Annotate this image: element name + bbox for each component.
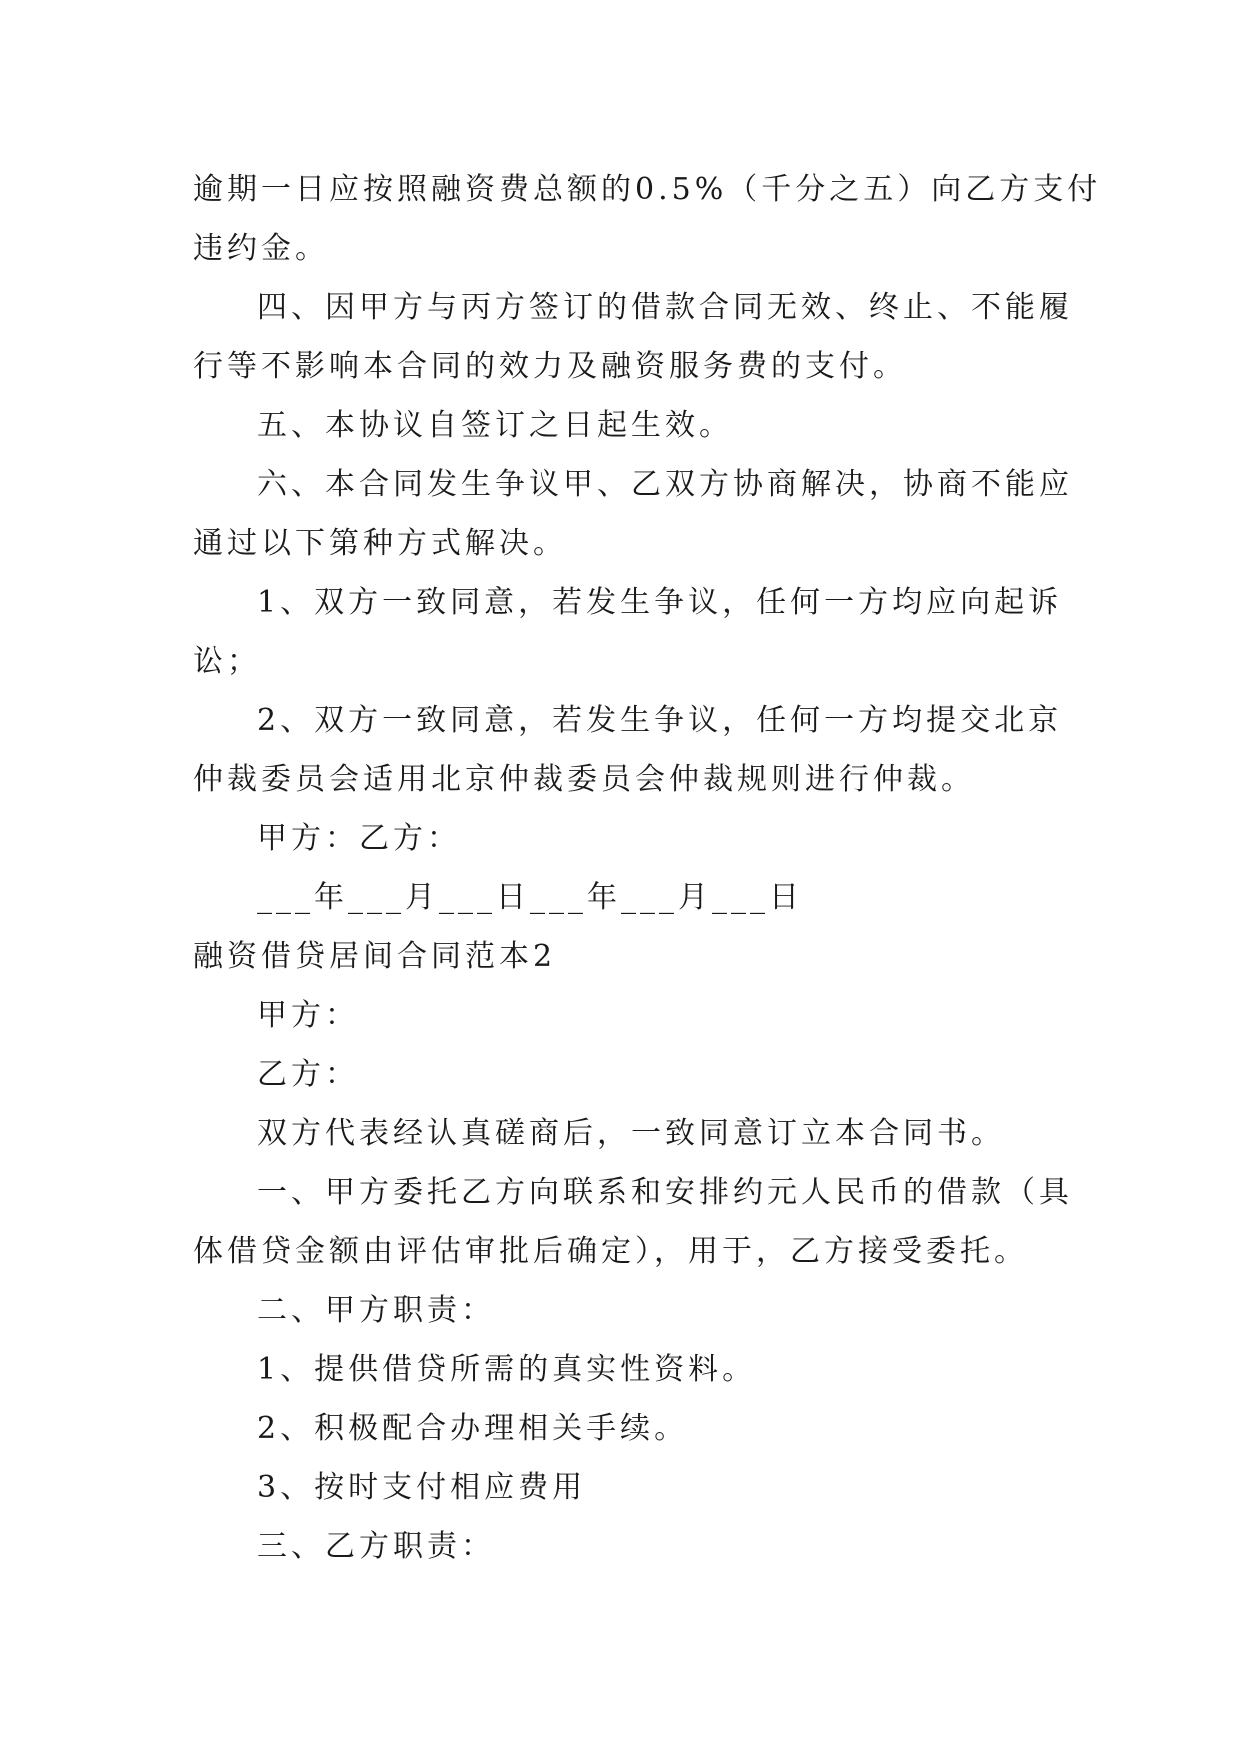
text-line: 2、积极配合办理相关手续。 [257,1411,689,1446]
text-line: 二、甲方职责： [257,1293,495,1328]
text-line: 行等不影响本合同的效力及融资服务费的支付。 [193,349,907,384]
text-line: 1、提供借贷所需的真实性资料。 [257,1352,757,1387]
signature-parties-line: 甲方：乙方： [257,821,461,856]
text-line: 逾期一日应按照融资费总额的0.5%（千分之五）向乙方支付 [193,172,1102,207]
text-line: 六、本合同发生争议甲、乙双方协商解决，协商不能应 [257,467,1073,502]
text-line: 五、本协议自签订之日起生效。 [257,408,733,443]
text-line: 四、因甲方与丙方签订的借款合同无效、终止、不能履 [257,290,1073,325]
party-b-line: 乙方： [257,1057,359,1092]
text-line: 仲裁委员会适用北京仲裁委员会仲裁规则进行仲裁。 [193,762,975,797]
section-title: 融资借贷居间合同范本2 [193,939,557,974]
text-line: 违约金。 [193,231,329,266]
party-a-line: 甲方： [257,998,359,1033]
text-line: 一、甲方委托乙方向联系和安排约元人民币的借款（具 [257,1175,1073,1210]
text-line: 1、双方一致同意，若发生争议，任何一方均应向起诉 [257,585,1063,620]
text-line: 三、乙方职责： [257,1529,495,1564]
text-line: 体借贷金额由评估审批后确定），用于，乙方接受委托。 [193,1234,1028,1269]
text-line: 通过以下第种方式解决。 [193,526,567,561]
document-body [193,160,1102,1576]
text-line: 2、双方一致同意，若发生争议，任何一方均提交北京 [257,703,1063,738]
text-line: 讼； [193,644,261,679]
text-line: 双方代表经认真磋商后，一致同意订立本合同书。 [257,1116,1005,1151]
signature-date-line: ___年___月___日___年___月___日 [257,880,803,915]
text-line: 3、按时支付相应费用 [257,1470,587,1505]
